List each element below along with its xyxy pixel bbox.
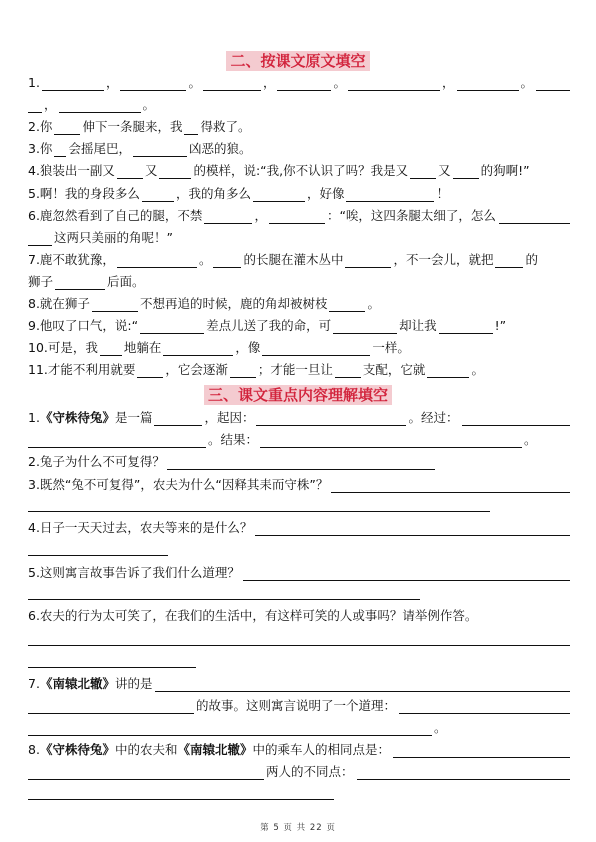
question-text: ：“唉，这四条腿太细了，怎么: [326, 208, 496, 223]
answer-blank[interactable]: [117, 254, 197, 268]
question-text: ！: [436, 186, 449, 201]
question-text: 4.狼装出一副又: [28, 163, 115, 178]
answer-blank[interactable]: [28, 434, 206, 448]
question-7: [28, 252, 570, 268]
answer-blank[interactable]: [28, 766, 264, 780]
answer-blank[interactable]: [427, 364, 469, 378]
question-text: 的故事。这则寓言说明了一个道理：: [196, 698, 397, 713]
question-3-8-continued: [28, 764, 570, 780]
answer-blank[interactable]: [28, 498, 490, 512]
punct: 。: [188, 75, 201, 90]
answer-blank[interactable]: [253, 188, 305, 202]
punct: ，: [442, 75, 455, 90]
answer-blank[interactable]: [28, 654, 196, 668]
page-footer: 第 5 页 共 22 页: [260, 823, 336, 833]
question-text: ，起因：: [204, 410, 255, 425]
question-3-3: [28, 477, 570, 493]
question-6-continued: [28, 230, 570, 246]
answer-blank[interactable]: [439, 320, 493, 334]
question-text: 的狗啊!”: [480, 163, 530, 178]
question-text: 3.你: [28, 141, 53, 156]
question-text: 。结果：: [208, 432, 259, 447]
question-text: 。: [434, 720, 447, 735]
question-3-6-answer-continued: [28, 654, 570, 668]
question-text: 地躺在: [123, 340, 162, 355]
answer-blank[interactable]: [167, 456, 435, 470]
answer-blank[interactable]: [54, 143, 66, 157]
question-6: [28, 208, 570, 224]
answer-blank[interactable]: [335, 364, 361, 378]
question-5: [28, 186, 570, 202]
question-number: 7.: [28, 676, 40, 691]
question-3-2: [28, 454, 570, 470]
question-3-3-continued: [28, 498, 570, 512]
section-title: 二、按课文原文填空: [226, 51, 369, 71]
question-text: 不想再追的时候，鹿的角却被树枝: [139, 296, 328, 311]
question-9: [28, 318, 570, 334]
question-text: 的长腿在灌木丛中: [243, 252, 344, 267]
answer-blank[interactable]: [230, 364, 256, 378]
punct: 。: [520, 75, 534, 90]
question-text: ，好像: [306, 186, 345, 201]
question-10: [28, 340, 570, 356]
answer-blank[interactable]: [213, 254, 241, 268]
answer-blank[interactable]: [159, 165, 191, 179]
question-text: 7.鹿不敢犹豫，: [28, 252, 115, 267]
question-text: 是一篇: [114, 410, 153, 425]
question-number: 1.: [28, 75, 40, 90]
question-text: 8.就在狮子: [28, 296, 90, 311]
question-number: 8.: [28, 742, 40, 757]
question-text: 。经过：: [408, 410, 459, 425]
question-text: ，它会逐渐: [165, 362, 228, 377]
question-text: 5.这则寓言故事告诉了我们什么道理？: [28, 565, 240, 580]
question-text: ；才能一旦让: [257, 362, 333, 377]
question-text: 4.日子一天天过去，农夫等来的是什么？: [28, 520, 253, 535]
answer-blank[interactable]: [142, 188, 174, 202]
punct: ，: [44, 97, 57, 112]
answer-blank[interactable]: [453, 165, 479, 179]
answer-blank[interactable]: [28, 786, 334, 800]
answer-blank[interactable]: [410, 165, 436, 179]
question-text: 9.他叹了口气，说:“: [28, 318, 139, 333]
answer-blank[interactable]: [117, 165, 143, 179]
question-text: 。: [198, 252, 212, 267]
answer-blank[interactable]: [59, 99, 141, 113]
question-2: [28, 119, 570, 135]
answer-blank[interactable]: [277, 77, 331, 91]
answer-blank[interactable]: [331, 479, 570, 493]
question-3-6-answer: [28, 632, 570, 646]
answer-blank[interactable]: [28, 722, 432, 736]
question-text: 讲的是: [114, 676, 153, 691]
question-text: 又: [144, 163, 158, 178]
question-text: 这两只美丽的角呢！”: [54, 230, 173, 245]
question-11: [28, 362, 570, 378]
question-3-7-continued: [28, 698, 570, 714]
question-text: 两人的不同点：: [266, 764, 354, 779]
question-text: 中的农夫和: [114, 742, 178, 757]
question-3: [28, 141, 570, 157]
question-3-8-answer: [28, 786, 570, 800]
answer-blank[interactable]: [457, 77, 519, 91]
punct: ，: [262, 75, 276, 90]
answer-blank[interactable]: [262, 342, 370, 356]
answer-blank[interactable]: [203, 77, 261, 91]
answer-blank[interactable]: [243, 567, 570, 581]
answer-blank[interactable]: [345, 254, 391, 268]
question-text: ，我的角多么: [175, 186, 251, 201]
question-3-4: [28, 520, 570, 536]
question-text: 得救了。: [200, 119, 251, 134]
question-text: 会摇尾巴，: [68, 141, 131, 156]
question-text: 一样。: [372, 340, 410, 355]
answer-blank[interactable]: [140, 320, 204, 334]
question-text: 又: [438, 163, 451, 178]
question-text: 中的乘车人的相同点是：: [252, 742, 390, 757]
answer-blank[interactable]: [399, 700, 570, 714]
answer-blank[interactable]: [28, 586, 420, 600]
answer-blank[interactable]: [357, 766, 570, 780]
book-title: 《守株待兔》: [39, 410, 115, 425]
question-3-5: [28, 565, 570, 581]
question-3-8: [28, 742, 570, 758]
answer-blank[interactable]: [100, 342, 122, 356]
question-text: ，像: [235, 340, 261, 355]
answer-blank[interactable]: [204, 210, 252, 224]
question-text: ，: [254, 208, 267, 223]
book-title: 《南辕北辙》: [39, 676, 115, 691]
punct: ，: [105, 75, 119, 90]
answer-blank[interactable]: [333, 320, 397, 334]
question-3-1: [28, 410, 570, 426]
answer-blank[interactable]: [495, 254, 523, 268]
question-text: 伸下一条腿来，我: [82, 119, 183, 134]
question-3-7: [28, 676, 570, 692]
question-text: 支配，它就: [362, 362, 426, 377]
punct: 。: [142, 97, 156, 112]
answer-blank[interactable]: [393, 744, 570, 758]
question-text: 后面。: [107, 274, 145, 289]
question-text: 6.农夫的行为太可笑了，在我们的生活中，有这样可笑的人或事吗？请举例作答。: [28, 608, 478, 623]
question-text: !”: [494, 318, 507, 333]
question-text: 却让我: [399, 318, 437, 333]
question-text: 狮子: [28, 274, 54, 289]
question-text: 2.你: [28, 119, 53, 134]
answer-blank[interactable]: [92, 298, 138, 312]
question-text: 的模样，说:“我,你不认识了吗？我是又: [193, 163, 409, 178]
answer-blank[interactable]: [133, 143, 187, 157]
answer-blank[interactable]: [28, 99, 42, 113]
question-text: 6.鹿忽然看到了自己的腿，不禁: [28, 208, 203, 223]
question-text: 的: [525, 252, 538, 267]
question-text: ，不一会儿，就把: [393, 252, 494, 267]
answer-blank[interactable]: [462, 412, 571, 426]
answer-blank[interactable]: [54, 121, 80, 135]
question-1-continued: [28, 97, 570, 113]
answer-blank[interactable]: [329, 298, 365, 312]
question-3-4-continued: [28, 542, 570, 556]
book-title: 《守株待兔》: [39, 742, 115, 757]
section-heading-comprehension: [0, 384, 596, 405]
question-text: 。: [367, 296, 380, 311]
punct: 。: [333, 75, 346, 90]
question-text: 11.才能不利用就要: [28, 362, 136, 377]
answer-blank[interactable]: [348, 77, 440, 91]
question-text: 10.可是，我: [28, 340, 98, 355]
question-text: 5.啊！我的身段多么: [28, 186, 140, 201]
answer-blank[interactable]: [269, 210, 325, 224]
answer-blank[interactable]: [163, 342, 233, 356]
answer-blank[interactable]: [260, 434, 522, 448]
question-text: 3.既然“兔不可复得”，农夫为什么“因释其耒而守株”？: [28, 477, 329, 492]
answer-blank[interactable]: [120, 77, 186, 91]
question-text: 2.兔子为什么不可复得？: [28, 454, 165, 469]
answer-blank[interactable]: [28, 232, 52, 246]
answer-blank[interactable]: [255, 522, 570, 536]
answer-blank[interactable]: [42, 77, 104, 91]
question-8: [28, 296, 570, 312]
book-title: 《南辕北辙》: [177, 742, 253, 757]
question-text: 差点儿送了我的命，可: [206, 318, 332, 333]
answer-blank[interactable]: [28, 542, 168, 556]
question-3-6: [28, 608, 570, 624]
question-text: 。: [524, 432, 537, 447]
answer-blank[interactable]: [28, 700, 194, 714]
question-4: [28, 163, 570, 179]
question-1: [28, 75, 570, 91]
answer-blank[interactable]: [155, 678, 570, 692]
answer-blank[interactable]: [184, 121, 198, 135]
answer-blank[interactable]: [137, 364, 163, 378]
answer-blank[interactable]: [499, 210, 570, 224]
answer-blank[interactable]: [154, 412, 202, 426]
section-heading-recite: [0, 50, 596, 71]
answer-blank[interactable]: [346, 188, 434, 202]
question-7-continued: [28, 274, 570, 290]
question-3-7-answer: [28, 720, 570, 736]
answer-blank[interactable]: [55, 276, 105, 290]
answer-blank[interactable]: [536, 77, 570, 91]
answer-blank[interactable]: [28, 632, 570, 646]
question-text: 凶恶的狼。: [188, 141, 252, 156]
section-title: 三、课文重点内容理解填空: [204, 385, 392, 405]
answer-blank[interactable]: [256, 412, 406, 426]
question-text: 。: [471, 362, 484, 377]
question-3-1-continued: [28, 432, 570, 448]
question-3-5-continued: [28, 586, 570, 600]
question-number: 1.: [28, 410, 40, 425]
